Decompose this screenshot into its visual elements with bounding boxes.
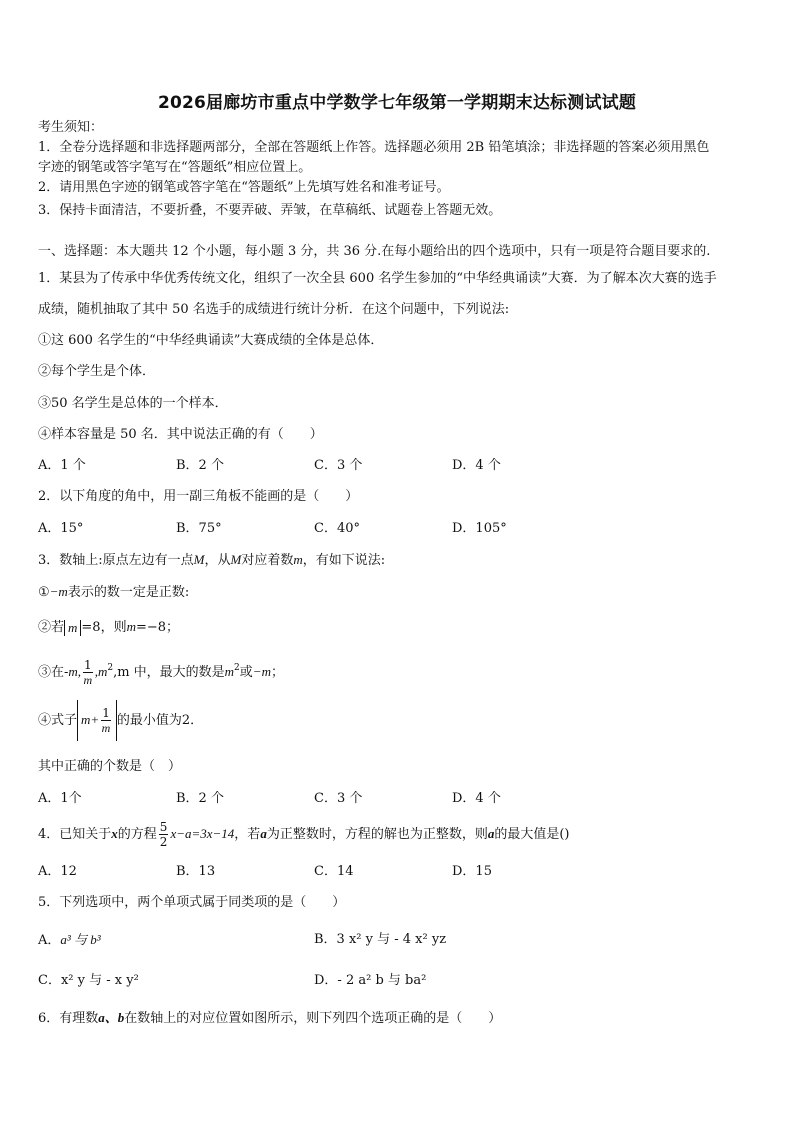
q1-stem-2: 成绩，随机抽取了其中 50 名选手的成绩进行统计分析．在这个问题中，下列说法: [38, 302, 510, 317]
q3-statement-2 [38, 619, 179, 636]
q3-option-d[interactable]: D．4 个 [452, 791, 501, 806]
q3-s4-m-plus: m+ [81, 712, 100, 727]
notice-heading: 考生须知： [38, 120, 104, 135]
q3-s3-fraction [83, 658, 93, 687]
q1-option-a[interactable]: A．1 个 [38, 458, 86, 473]
q4-text-e: 的最大值是() [494, 827, 570, 842]
q3-s3-frac-den: m [83, 673, 93, 687]
notice-item-1-cont: 字迹的钢笔或答字笔写在“答题纸”相应位置上。 [38, 160, 312, 175]
q1-statement-1: ①这 600 名学生的“中华经典诵读”大赛成绩的全体是总体． [38, 333, 384, 348]
q3-s4-frac-den: m [101, 721, 111, 735]
notice-item-1: 1．全卷分选择题和非选择题两部分，全部在答题纸上作答。选择题必须用 2B 铅笔填涂；非选择题的答案必须用黑色 [38, 140, 710, 155]
q3-stem-text-a: 3．数轴上:原点左边有一点 [38, 553, 194, 568]
q4-equation: x−a=3x−14 [170, 826, 235, 841]
q3-point-m: M [193, 552, 205, 567]
q3-s3-m2: m [224, 664, 235, 679]
q3-s4-abs [77, 700, 117, 741]
q3-s2-m: m [126, 619, 136, 634]
q2-option-c[interactable]: C．40° [314, 521, 360, 536]
q3-s2-abs-m: m [64, 620, 81, 636]
q5-stem: 5．下列选项中，两个单项式属于同类项的是（ ） [38, 895, 346, 910]
q3-s4-frac-num: 1 [102, 706, 110, 720]
q3-s4-fraction [101, 706, 111, 735]
q4-var-x: x [111, 826, 118, 841]
q5-option-d[interactable]: D．- 2 a² b 与 ba² [314, 973, 427, 988]
q5-option-a-expr: a³ 与 b³ [60, 932, 101, 947]
q1-option-c[interactable]: C．3 个 [314, 458, 363, 473]
q2-option-b[interactable]: B．75° [176, 521, 222, 536]
q4-var-a-2: a [487, 826, 495, 841]
q3-number-m: m [293, 552, 303, 567]
q4-option-b[interactable]: B．13 [176, 864, 216, 879]
q3-point-m-2: M [230, 552, 242, 567]
q4-option-d[interactable]: D．15 [452, 864, 492, 879]
q2-stem: 2．以下角度的角中，用一副三角板不能画的是（ ） [38, 489, 359, 504]
q4-text-c: ，若 [234, 827, 261, 842]
q1-stem-1: 1．某县为了传承中华优秀传统文化，组织了一次全县 600 名学生参加的“中华经典诵读”大赛．为了解本次大赛的选手 [38, 271, 717, 286]
q3-stem [38, 552, 385, 569]
q3-option-a[interactable]: A．1个 [38, 791, 82, 806]
q5-option-c[interactable]: C．x² y 与 - x y² [38, 973, 139, 988]
q2-option-d[interactable]: D．105° [452, 521, 507, 536]
q3-statement-4 [38, 700, 203, 741]
q1-option-d[interactable]: D．4 个 [452, 458, 501, 473]
q4-stem [38, 816, 569, 853]
q3-s2-marker: ②若 [38, 620, 65, 635]
q1-statement-3: ③50 名学生是总体的一个样本． [38, 396, 228, 411]
q3-s3-frac-num: 1 [84, 658, 92, 672]
q2-option-a[interactable]: A．15° [38, 521, 84, 536]
q3-s3-square: 2 [107, 663, 114, 673]
page-title: 2026届廊坊市重点中学数学七年级第一学期期末达标测试试题 [157, 93, 637, 113]
q3-s3-text: ,m 中，最大的数是 [113, 665, 225, 680]
q6-vars: a、b [98, 1010, 125, 1025]
q3-question: 其中正确的个数是（ ） [38, 759, 182, 774]
q3-stem-text-c: 对应着数 [241, 553, 294, 568]
q1-statement-4: ④样本容量是 50 名．其中说法正确的有（ ） [38, 427, 323, 442]
q3-s2-text-a: =8，则 [81, 620, 127, 635]
section-heading: 一、选择题：本大题共 12 个小题，每小题 3 分，共 36 分.在每小题给出的四个选项中，只有一项是符合题目要求的. [38, 244, 711, 259]
q5-option-b[interactable]: B．3 x² y 与 - 4 x² yz [314, 932, 447, 947]
q3-s3-or: 或 [239, 665, 253, 680]
notice-item-3: 3．保持卡面清洁，不要折叠，不要弄破、弄皱，在草稿纸、试题卷上答题无效。 [38, 203, 502, 218]
q3-statement-1 [38, 584, 189, 601]
q3-stem-text-b: ，从 [204, 553, 231, 568]
q4-fraction [159, 820, 169, 849]
q5-option-a-label: A． [38, 933, 61, 948]
q3-s3-marker: ③在- [38, 665, 69, 680]
q3-s4-marker: ④式子 [38, 713, 78, 728]
notice-item-2: 2．请用黑色字迹的钢笔或答字笔在“答题纸”上先填写姓名和准考证号。 [38, 180, 450, 195]
q5-option-a[interactable] [38, 932, 101, 949]
q3-s4-text: 的最小值为2． [116, 713, 204, 728]
q1-option-b[interactable]: B．2 个 [176, 458, 224, 473]
q4-text-a: 4．已知关于 [38, 827, 112, 842]
q6-text-a: 6．有理数 [38, 1011, 99, 1026]
q3-s1-text: 表示的数一定是正数: [67, 585, 190, 600]
q4-text-b: 的方程 [117, 827, 157, 842]
q3-statement-3 [38, 651, 284, 690]
q3-s2-text-b: =−8； [135, 620, 180, 635]
q1-statement-2: ②每个学生是个体． [38, 364, 156, 379]
q6-stem [38, 1010, 501, 1027]
q4-frac-num: 5 [159, 820, 168, 834]
q3-s3-m-b: ,m [94, 664, 108, 679]
q3-s1-neg-m: −m [49, 584, 68, 599]
q3-option-b[interactable]: B．2 个 [176, 791, 224, 806]
q4-option-a[interactable]: A．12 [38, 864, 77, 879]
q3-stem-text-d: ，有如下说法: [302, 553, 386, 568]
q4-text-d: 为正整数时，方程的解也为正整数，则 [266, 827, 488, 842]
q3-s3-m: m, [68, 664, 82, 679]
q3-s3-neg-m: −m [252, 664, 271, 679]
q3-s1-marker: ① [38, 585, 50, 600]
q3-option-c[interactable]: C．3 个 [314, 791, 363, 806]
q4-option-c[interactable]: C．14 [314, 864, 354, 879]
q4-frac-den: 2 [159, 835, 168, 849]
q3-s3-end: ； [270, 665, 284, 680]
q3-s3-square-2: 2 [234, 663, 240, 673]
q4-var-a: a [260, 826, 267, 841]
q6-text-b: 在数轴上的对应位置如图所示，则下列四个选项正确的是（ ） [124, 1011, 502, 1026]
